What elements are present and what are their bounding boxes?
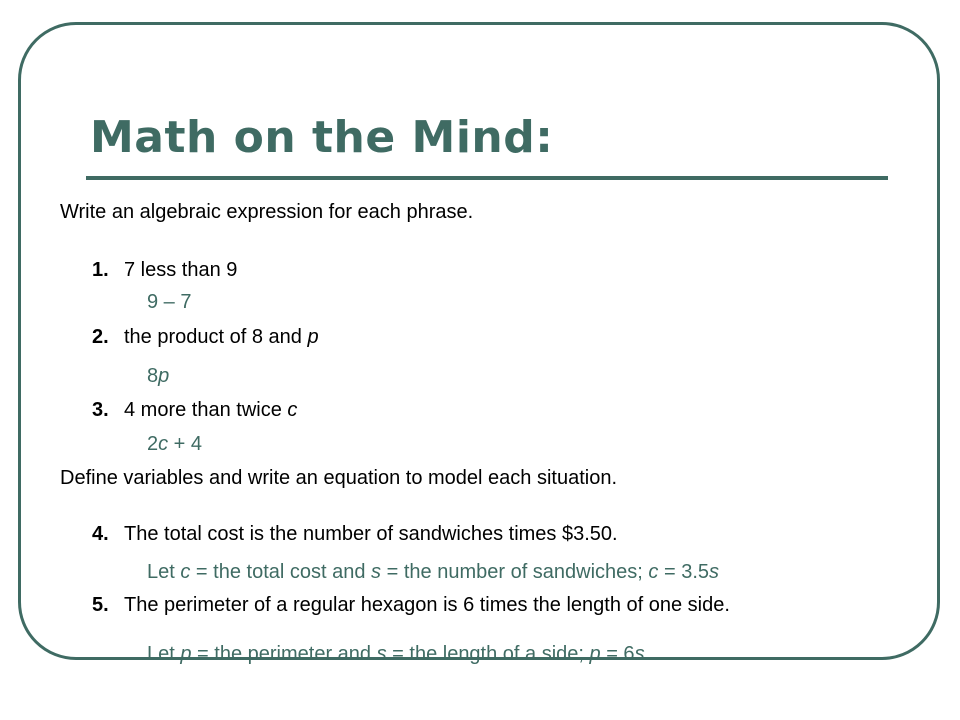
item-3-number: 3. bbox=[92, 399, 109, 421]
answer-variable: s bbox=[634, 643, 645, 665]
answer-text: = the length of a side; bbox=[386, 643, 590, 665]
item-4-phrase: The total cost is the number of sandwiches times $3.50. bbox=[124, 523, 618, 545]
answer-text: = 3.5 bbox=[658, 561, 710, 583]
item-3-answer-variable: c bbox=[158, 433, 169, 455]
answer-variable: s bbox=[371, 561, 382, 583]
answer-variable: p bbox=[589, 643, 601, 665]
section1-instruction: Write an algebraic expression for each phrase. bbox=[60, 201, 474, 223]
section2-instruction: Define variables and write an equation to model each situation. bbox=[60, 467, 618, 489]
item-5-answer bbox=[147, 642, 645, 666]
item-1 bbox=[92, 258, 237, 282]
item-5-number: 5. bbox=[92, 594, 109, 616]
item-2 bbox=[92, 325, 319, 349]
title-underline bbox=[86, 176, 888, 180]
answer-text: = the total cost and bbox=[190, 561, 372, 583]
item-4-number: 4. bbox=[92, 523, 109, 545]
answer-text: = the perimeter and bbox=[191, 643, 377, 665]
item-5-phrase: The perimeter of a regular hexagon is 6 times the length of one side. bbox=[124, 594, 730, 616]
answer-variable: s bbox=[376, 643, 387, 665]
item-2-answer-variable: p bbox=[158, 365, 170, 387]
item-1-phrase: 7 less than 9 bbox=[124, 259, 238, 281]
answer-text: = the number of sandwiches; bbox=[381, 561, 649, 583]
item-3-variable: c bbox=[287, 399, 298, 421]
answer-variable: s bbox=[709, 561, 720, 583]
item-3-answer-coefficient: 2 bbox=[147, 433, 159, 455]
item-2-answer bbox=[147, 364, 169, 388]
item-3 bbox=[92, 398, 297, 422]
slide-title: Math on the Mind: bbox=[90, 112, 554, 163]
item-3-answer bbox=[147, 432, 202, 456]
answer-variable: c bbox=[648, 561, 659, 583]
item-2-number: 2. bbox=[92, 326, 109, 348]
answer-text: Let bbox=[147, 643, 181, 665]
item-3-answer-constant: + 4 bbox=[168, 433, 203, 455]
item-1-answer: 9 – 7 bbox=[147, 291, 192, 313]
answer-variable: c bbox=[180, 561, 191, 583]
item-3-phrase: 4 more than twice bbox=[124, 399, 288, 421]
answer-text: Let bbox=[147, 561, 181, 583]
item-5 bbox=[92, 593, 730, 617]
answer-text: = 6 bbox=[600, 643, 635, 665]
answer-variable: p bbox=[180, 643, 192, 665]
item-2-variable: p bbox=[307, 326, 319, 348]
item-4-answer bbox=[147, 560, 719, 584]
item-1-number: 1. bbox=[92, 259, 109, 281]
item-4 bbox=[92, 522, 618, 546]
item-2-phrase: the product of 8 and bbox=[124, 326, 308, 348]
item-2-answer-coefficient: 8 bbox=[147, 365, 159, 387]
